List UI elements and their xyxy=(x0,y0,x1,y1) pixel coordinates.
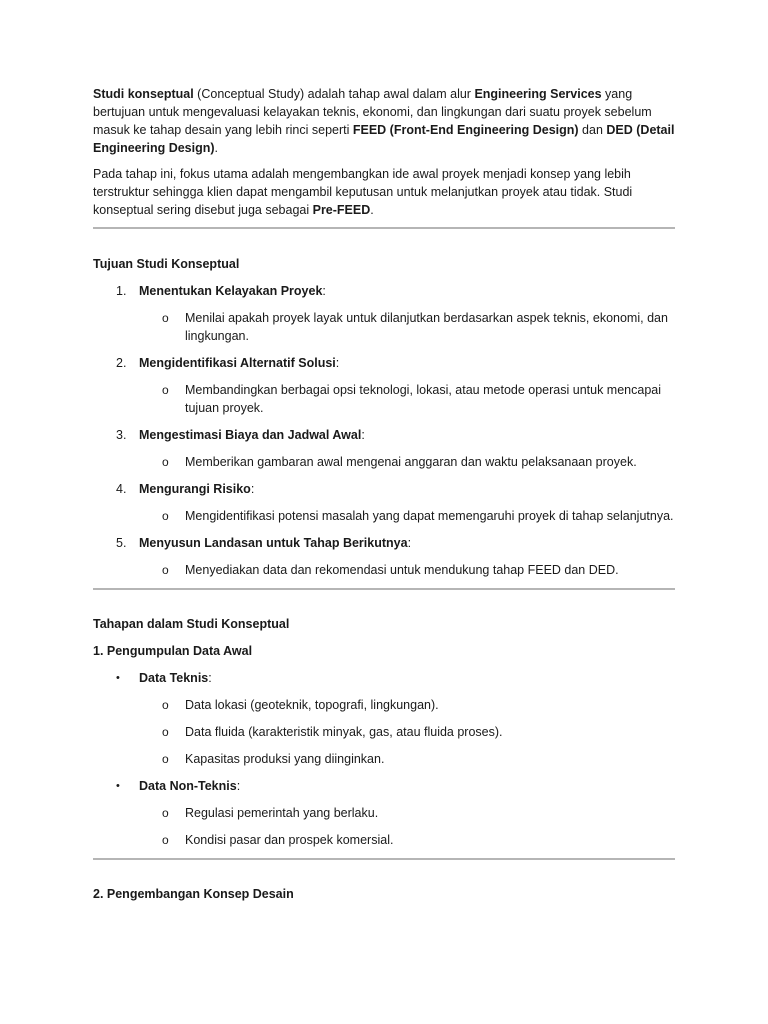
data-sub-item xyxy=(93,831,675,849)
circle-bullet-icon: o xyxy=(162,698,169,712)
data-sub-text: Regulasi pemerintah yang berlaku. xyxy=(185,806,379,820)
tujuan-item: 4. Mengurangi Risiko: xyxy=(116,482,255,496)
tujuan-sub-item xyxy=(93,309,675,345)
data-sub-item xyxy=(93,804,675,822)
list-number: 5. xyxy=(116,536,127,550)
tujuan-sub-text: Menyediakan data dan rekomendasi untuk mendukung tahap FEED dan DED. xyxy=(185,563,619,577)
circle-bullet-icon: o xyxy=(162,509,169,523)
data-groups-list xyxy=(93,669,675,849)
term-feed: FEED (Front-End Engineering Design) xyxy=(352,123,579,137)
data-group-title: Data Non-Teknis xyxy=(139,779,237,793)
data-group-title: Data Teknis xyxy=(139,671,209,685)
data-sub-item xyxy=(93,750,675,768)
tujuan-item-title: Menyusun Landasan untuk Tahap Berikutnya xyxy=(139,536,408,550)
tujuan-sub-item xyxy=(93,381,675,417)
section-heading-tujuan: Tujuan Studi Konseptual xyxy=(93,257,240,271)
circle-bullet-icon: o xyxy=(162,563,169,577)
data-sub-text: Kondisi pasar dan prospek komersial. xyxy=(185,833,394,847)
circle-bullet-icon: o xyxy=(162,752,169,766)
tujuan-sub-text: Mengidentifikasi potensi masalah yang dapat memengaruhi proyek di tahap selanjutnya. xyxy=(185,509,674,523)
tujuan-item: 5. Menyusun Landasan untuk Tahap Berikutnya: xyxy=(116,536,412,550)
data-sub-text: Kapasitas produksi yang diinginkan. xyxy=(185,752,385,766)
circle-bullet-icon: o xyxy=(162,806,169,820)
step-heading-pengembangan-konsep: 2. Pengembangan Konsep Desain xyxy=(93,887,294,901)
term-pre-feed: Pre-FEED xyxy=(312,203,371,217)
data-sub-text: Data lokasi (geoteknik, topografi, lingkungan). xyxy=(185,698,439,712)
tujuan-sub-text: Memberikan gambaran awal mengenai anggaran dan waktu pelaksanaan proyek. xyxy=(185,455,637,469)
tujuan-sub-item xyxy=(93,507,675,525)
bullet-icon: • xyxy=(116,780,120,792)
section-heading-tahapan: Tahapan dalam Studi Konseptual xyxy=(93,617,290,631)
tujuan-item: 3. Mengestimasi Biaya dan Jadwal Awal: xyxy=(116,428,365,442)
tujuan-item: 2. Mengidentifikasi Alternatif Solusi: xyxy=(116,356,340,370)
tujuan-item: 1. Menentukan Kelayakan Proyek: xyxy=(116,284,326,298)
tujuan-sub-text: Menilai apakah proyek layak untuk dilanjutkan berdasarkan aspek teknis, ekonomi, dan lingkungan. xyxy=(185,311,668,343)
tujuan-item-title: Mengurangi Risiko xyxy=(139,482,251,496)
step-heading-pengumpulan-data: 1. Pengumpulan Data Awal xyxy=(93,644,253,658)
circle-bullet-icon: o xyxy=(162,455,169,469)
term-ded: DED (Detail Engineering Design) xyxy=(93,123,675,155)
circle-bullet-icon: o xyxy=(162,311,169,325)
tujuan-sub-item xyxy=(93,453,675,471)
tujuan-item-title: Mengidentifikasi Alternatif Solusi xyxy=(139,356,336,370)
list-number: 1. xyxy=(116,284,127,298)
intro-paragraph-1: Studi konseptual (Conceptual Study) adalah tahap awal dalam alur Engineering Services yang bertujuan untuk mengevaluasi kelayakan teknis, ekonomi, dan lingkungan dari suatu proyek sebelum masuk ke tahap desain yang lebih rinci seperti FEED (Front-End Engineering Design) dan DED (Detail Engineering Design). xyxy=(93,87,675,155)
data-sub-item xyxy=(93,723,675,741)
tujuan-sub-item xyxy=(93,561,675,579)
data-sub-item xyxy=(93,696,675,714)
circle-bullet-icon: o xyxy=(162,725,169,739)
circle-bullet-icon: o xyxy=(162,383,169,397)
data-group-item: • Data Teknis: xyxy=(116,671,212,685)
term-engineering-services: Engineering Services xyxy=(474,87,602,101)
data-group-item: • Data Non-Teknis: xyxy=(116,779,241,793)
list-number: 2. xyxy=(116,356,127,370)
horizontal-rule xyxy=(93,858,675,860)
horizontal-rule xyxy=(93,588,675,590)
tujuan-item-title: Menentukan Kelayakan Proyek xyxy=(139,284,323,298)
term-studi-konseptual: Studi konseptual xyxy=(93,87,194,101)
list-number: 3. xyxy=(116,428,127,442)
tujuan-sub-text: Membandingkan berbagai opsi teknologi, lokasi, atau metode operasi untuk mencapai tujuan proyek. xyxy=(185,383,661,415)
circle-bullet-icon: o xyxy=(162,833,169,847)
data-sub-text: Data fluida (karakteristik minyak, gas, atau fluida proses). xyxy=(185,725,503,739)
document-content xyxy=(93,85,675,912)
list-number: 4. xyxy=(116,482,127,496)
bullet-icon: • xyxy=(116,672,120,684)
horizontal-rule xyxy=(93,227,675,229)
tujuan-item-title: Mengestimasi Biaya dan Jadwal Awal xyxy=(139,428,362,442)
intro-paragraph-2: Pada tahap ini, fokus utama adalah mengembangkan ide awal proyek menjadi konsep yang lebih terstruktur sehingga klien dapat mengambil keputusan untuk melanjutkan proyek atau tidak. Studi konseptual sering disebut juga sebagai Pre-FEED. xyxy=(93,167,633,217)
tujuan-list xyxy=(93,282,675,579)
